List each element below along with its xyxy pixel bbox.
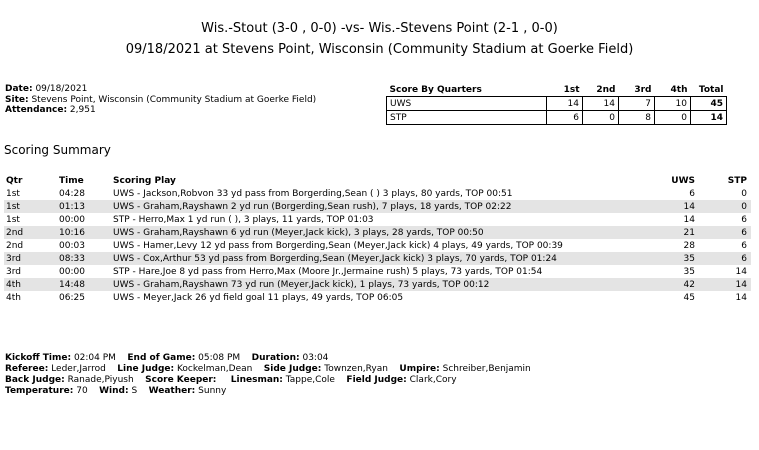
- qtr-cell: 4th: [6, 293, 21, 303]
- scoring-row: [4, 226, 751, 239]
- qtr-header: Qtr: [6, 176, 23, 186]
- q4-header: 4th: [670, 84, 688, 95]
- stp-cell: 6: [741, 228, 747, 238]
- game-info: [5, 84, 316, 116]
- uws-cell: 6: [689, 189, 695, 199]
- q1-score: 14: [547, 97, 583, 111]
- score-keeper-label: Score Keeper:: [145, 375, 217, 385]
- uws-cell: 14: [683, 202, 695, 212]
- total-score: 45: [691, 97, 727, 111]
- scoring-row: [4, 265, 751, 278]
- time-cell: 06:25: [59, 293, 85, 303]
- time-cell: 00:03: [59, 241, 85, 251]
- weather-label: Weather:: [148, 386, 196, 396]
- scoring-summary-table: [4, 174, 751, 304]
- quarters-row-stp: [387, 111, 727, 125]
- time-cell: 01:13: [59, 202, 85, 212]
- time-cell: 04:28: [59, 189, 85, 199]
- wind-value: S: [131, 386, 138, 396]
- uws-cell: 28: [683, 241, 695, 251]
- duration-label: Duration:: [251, 353, 300, 363]
- play-cell: UWS - Cox,Arthur 53 yd pass from Borgerding,Sean (Meyer,Jack kick) 3 plays, 70 yards, TOP 01:24: [113, 254, 557, 264]
- temperature-label: Temperature:: [5, 386, 74, 396]
- time-cell: 00:00: [59, 267, 85, 277]
- back-judge-value: Ranade,Piyush: [67, 375, 134, 385]
- end-label: End of Game:: [127, 353, 196, 363]
- wind-label: Wind:: [99, 386, 129, 396]
- q3-score: 8: [619, 111, 655, 125]
- uws-cell: 42: [683, 280, 695, 290]
- play-cell: UWS - Hamer,Levy 12 yd pass from Borgerding,Sean (Meyer,Jack kick) 4 plays, 49 yards, TOP 00:39: [113, 241, 563, 251]
- q4-score: 10: [655, 97, 691, 111]
- date-value: 09/18/2021: [35, 84, 88, 94]
- date-label: Date:: [5, 84, 33, 94]
- referee-value: Leder,Jarrod: [51, 364, 106, 374]
- qtr-cell: 3rd: [6, 267, 21, 277]
- stp-header: STP: [727, 176, 747, 186]
- game-title: Wis.-Stout (3-0 , 0-0) -vs- Wis.-Stevens Point (2-1 , 0-0): [201, 21, 558, 36]
- weather-value: Sunny: [198, 386, 227, 396]
- scoring-header-row: [4, 174, 751, 187]
- q2-score: 14: [583, 97, 619, 111]
- stp-cell: 0: [741, 202, 747, 212]
- scoring-row: [4, 239, 751, 252]
- field-judge-value: Clark,Cory: [409, 375, 457, 385]
- weather-line: [5, 386, 531, 397]
- q2-score: 0: [583, 111, 619, 125]
- uws-cell: 35: [683, 254, 695, 264]
- scoring-row: [4, 252, 751, 265]
- site-value: Stevens Point, Wisconsin (Community Stadium at Goerke Field): [31, 94, 317, 105]
- uws-cell: 35: [683, 267, 695, 277]
- play-cell: UWS - Graham,Rayshawn 6 yd run (Meyer,Jack kick), 3 plays, 28 yards, TOP 00:50: [113, 228, 484, 238]
- attendance-value: 2,951: [69, 105, 96, 115]
- linesman-label: Linesman:: [230, 375, 283, 385]
- scoring-row: [4, 187, 751, 200]
- stp-cell: 6: [741, 254, 747, 264]
- linesman-value: Tappe,Cole: [285, 375, 335, 385]
- qtr-cell: 4th: [6, 280, 21, 290]
- play-cell: STP - Hare,Joe 8 yd pass from Herro,Max (Moore Jr.,Jermaine rush) 5 plays, 73 yards, TOP 01:54: [113, 267, 543, 277]
- attendance-line: [5, 105, 316, 116]
- team-name: STP: [387, 111, 547, 125]
- stp-cell: 6: [741, 241, 747, 251]
- scoring-summary-title: Scoring Summary: [4, 143, 111, 157]
- stp-cell: 0: [741, 189, 747, 199]
- time-cell: 14:48: [59, 280, 85, 290]
- referee-label: Referee:: [5, 364, 49, 374]
- quarters-header-row: [387, 83, 727, 97]
- scoring-row: [4, 278, 751, 291]
- q3-score: 7: [619, 97, 655, 111]
- quarters-row-uws: [387, 97, 727, 111]
- time-cell: 10:16: [59, 228, 85, 238]
- play-header: Scoring Play: [113, 176, 176, 186]
- side-judge-value: Townzen,Ryan: [324, 364, 388, 374]
- play-cell: UWS - Jackson,Robvon 33 yd pass from Borgerding,Sean ( ) 3 plays, 80 yards, TOP 00:51: [113, 189, 513, 199]
- total-score: 14: [691, 111, 727, 125]
- q2-header: 2nd: [596, 84, 616, 95]
- uws-cell: 14: [683, 215, 695, 225]
- q1-header: 1st: [563, 84, 580, 95]
- line-judge-value: Kockelman,Dean: [176, 364, 253, 374]
- back-judge-label: Back Judge:: [5, 375, 65, 385]
- play-cell: UWS - Meyer,Jack 26 yd field goal 11 plays, 49 yards, TOP 06:05: [113, 293, 404, 303]
- temperature-value: 70: [76, 386, 88, 396]
- umpire-value: Schreiber,Benjamin: [442, 364, 531, 374]
- kickoff-value: 02:04 PM: [73, 353, 116, 363]
- field-judge-label: Field Judge:: [346, 375, 407, 385]
- uws-header: UWS: [671, 176, 695, 186]
- q1-score: 6: [547, 111, 583, 125]
- play-cell: STP - Herro,Max 1 yd run ( ), 3 plays, 11 yards, TOP 01:03: [113, 215, 374, 225]
- scoring-rows: [4, 187, 751, 304]
- umpire-label: Umpire:: [399, 364, 440, 374]
- stp-cell: 14: [735, 267, 747, 277]
- game-subtitle: 09/18/2021 at Stevens Point, Wisconsin (Community Stadium at Goerke Field): [125, 42, 634, 57]
- scoring-row: [4, 213, 751, 226]
- site-label: Site:: [5, 94, 29, 105]
- scoring-row: [4, 291, 751, 304]
- qtr-cell: 1st: [6, 189, 20, 199]
- play-cell: UWS - Graham,Rayshawn 73 yd run (Meyer,Jack kick), 1 plays, 73 yards, TOP 00:12: [113, 280, 490, 290]
- scoring-row: [4, 200, 751, 213]
- team-name: UWS: [387, 97, 547, 111]
- stp-cell: 14: [735, 280, 747, 290]
- line-judge-label: Line Judge:: [117, 364, 175, 374]
- end-value: 05:08 PM: [198, 353, 241, 363]
- side-judge-label: Side Judge:: [263, 364, 322, 374]
- qtr-cell: 2nd: [6, 228, 24, 238]
- site-line: [5, 95, 316, 106]
- q3-header: 3rd: [634, 84, 652, 95]
- duration-value: 03:04: [302, 353, 329, 363]
- uws-cell: 21: [683, 228, 695, 238]
- qtr-cell: 2nd: [6, 241, 24, 251]
- time-header: Time: [59, 176, 84, 186]
- qtr-cell: 1st: [6, 202, 20, 212]
- quarters-title: Score By Quarters: [389, 84, 482, 95]
- play-cell: UWS - Graham,Rayshawn 2 yd run (Borgerding,Sean rush), 7 plays, 18 yards, TOP 02:22: [113, 202, 512, 212]
- qtr-cell: 3rd: [6, 254, 21, 264]
- stp-cell: 14: [735, 293, 747, 303]
- kickoff-label: Kickoff Time:: [5, 353, 72, 363]
- score-by-quarters-table: [386, 83, 727, 125]
- date-line: [5, 84, 316, 95]
- attendance-label: Attendance:: [5, 105, 68, 115]
- time-cell: 00:00: [59, 215, 85, 225]
- qtr-cell: 1st: [6, 215, 20, 225]
- game-officials: [5, 353, 531, 397]
- stp-cell: 6: [741, 215, 747, 225]
- officials-line-2: [5, 375, 531, 386]
- q4-score: 0: [655, 111, 691, 125]
- total-header: Total: [698, 84, 724, 95]
- uws-cell: 45: [683, 293, 695, 303]
- time-cell: 08:33: [59, 254, 85, 264]
- time-line: [5, 353, 531, 364]
- officials-line-1: [5, 364, 531, 375]
